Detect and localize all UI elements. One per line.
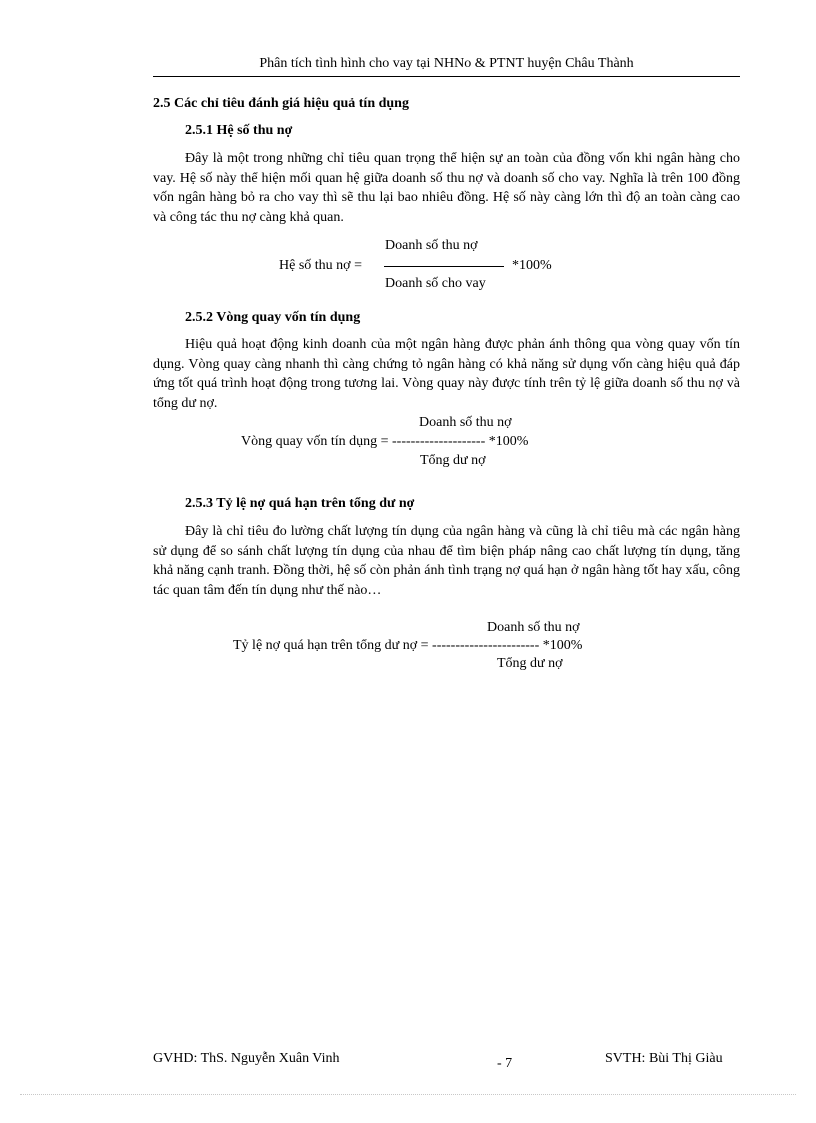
paragraph-2: Hiệu quả hoạt động kinh doanh của một ngân hàng được phản ánh thông qua vòng quay vốn tín dụng. Vòng quay càng nhanh thì càng chứng tỏ ngân hàng có khả năng sử dụng vốn càng hiệu quả đáp ứng tốt quá trình hoạt động trong tương lai. Vòng quay này được tính trên tỷ lệ giữa doanh số thu nợ và tổng dư nợ. — [153, 337, 740, 411]
formula-1-denominator: Doanh số cho vay — [385, 276, 486, 291]
subsection-heading-1: 2.5.1 Hệ số thu nợ — [185, 123, 293, 138]
section-heading: 2.5 Các chỉ tiêu đánh giá hiệu quả tín dụng — [153, 96, 409, 111]
footer-student: SVTH: Bùi Thị Giàu — [605, 1051, 723, 1066]
subsection-heading-3: 2.5.3 Tỷ lệ nợ quá hạn trên tổng dư nợ — [185, 496, 415, 511]
formula-3-line: Tỷ lệ nợ quá hạn trên tổng dư nợ = ----------------------- *100% — [233, 638, 583, 653]
formula-3-denominator: Tổng dư nợ — [497, 656, 563, 671]
formula-1-fraction-bar — [384, 266, 504, 267]
formula-1-suffix: *100% — [512, 258, 552, 273]
formula-2-line: Vòng quay vốn tín dụng = -------------------- *100% — [241, 434, 529, 449]
formula-3-numerator: Doanh số thu nợ — [487, 620, 580, 635]
footer-page-number: - 7 — [497, 1056, 513, 1071]
paragraph-3: Đây là chỉ tiêu đo lường chất lượng tín dụng của ngân hàng và cũng là chỉ tiêu mà các ngân hàng sử dụng để so sánh chất lượng tín dụng của nhau để tìm biện pháp nâng cao chất lượng tín dụng, tăng khả năng cạnh tranh. Đồng thời, hệ số còn phản ánh tình trạng nợ quá hạn ở ngân hàng tốt hay xấu, công tác quan tâm đến tín dụng như thế nào… — [153, 524, 740, 598]
footer-supervisor: GVHD: ThS. Nguyễn Xuân Vinh — [153, 1051, 340, 1066]
formula-2-numerator: Doanh số thu nợ — [419, 415, 512, 430]
formula-1-numerator: Doanh số thu nợ — [385, 238, 478, 253]
paragraph-1: Đây là một trong những chỉ tiêu quan trọng thể hiện sự an toàn của đồng vốn khi ngân hàng cho vay. Hệ số này thể hiện mối quan hệ giữa doanh số thu nợ và doanh số cho vay. Nghĩa là trên 100 đồng vốn ngân hàng bỏ ra cho vay thì sẽ thu lại bao nhiêu đồng. Hệ số này càng lớn thì độ an toàn càng cao và công tác thu nợ càng khả quan. — [153, 151, 740, 225]
formula-2-denominator: Tổng dư nợ — [420, 453, 486, 468]
header-rule — [153, 76, 740, 77]
bottom-dotted-rule — [20, 1094, 796, 1095]
page-header: Phân tích tình hình cho vay tại NHNo & PTNT huyện Châu Thành — [259, 56, 634, 71]
subsection-heading-2: 2.5.2 Vòng quay vốn tín dụng — [185, 310, 361, 325]
formula-1-lhs: Hệ số thu nợ = — [279, 258, 362, 273]
